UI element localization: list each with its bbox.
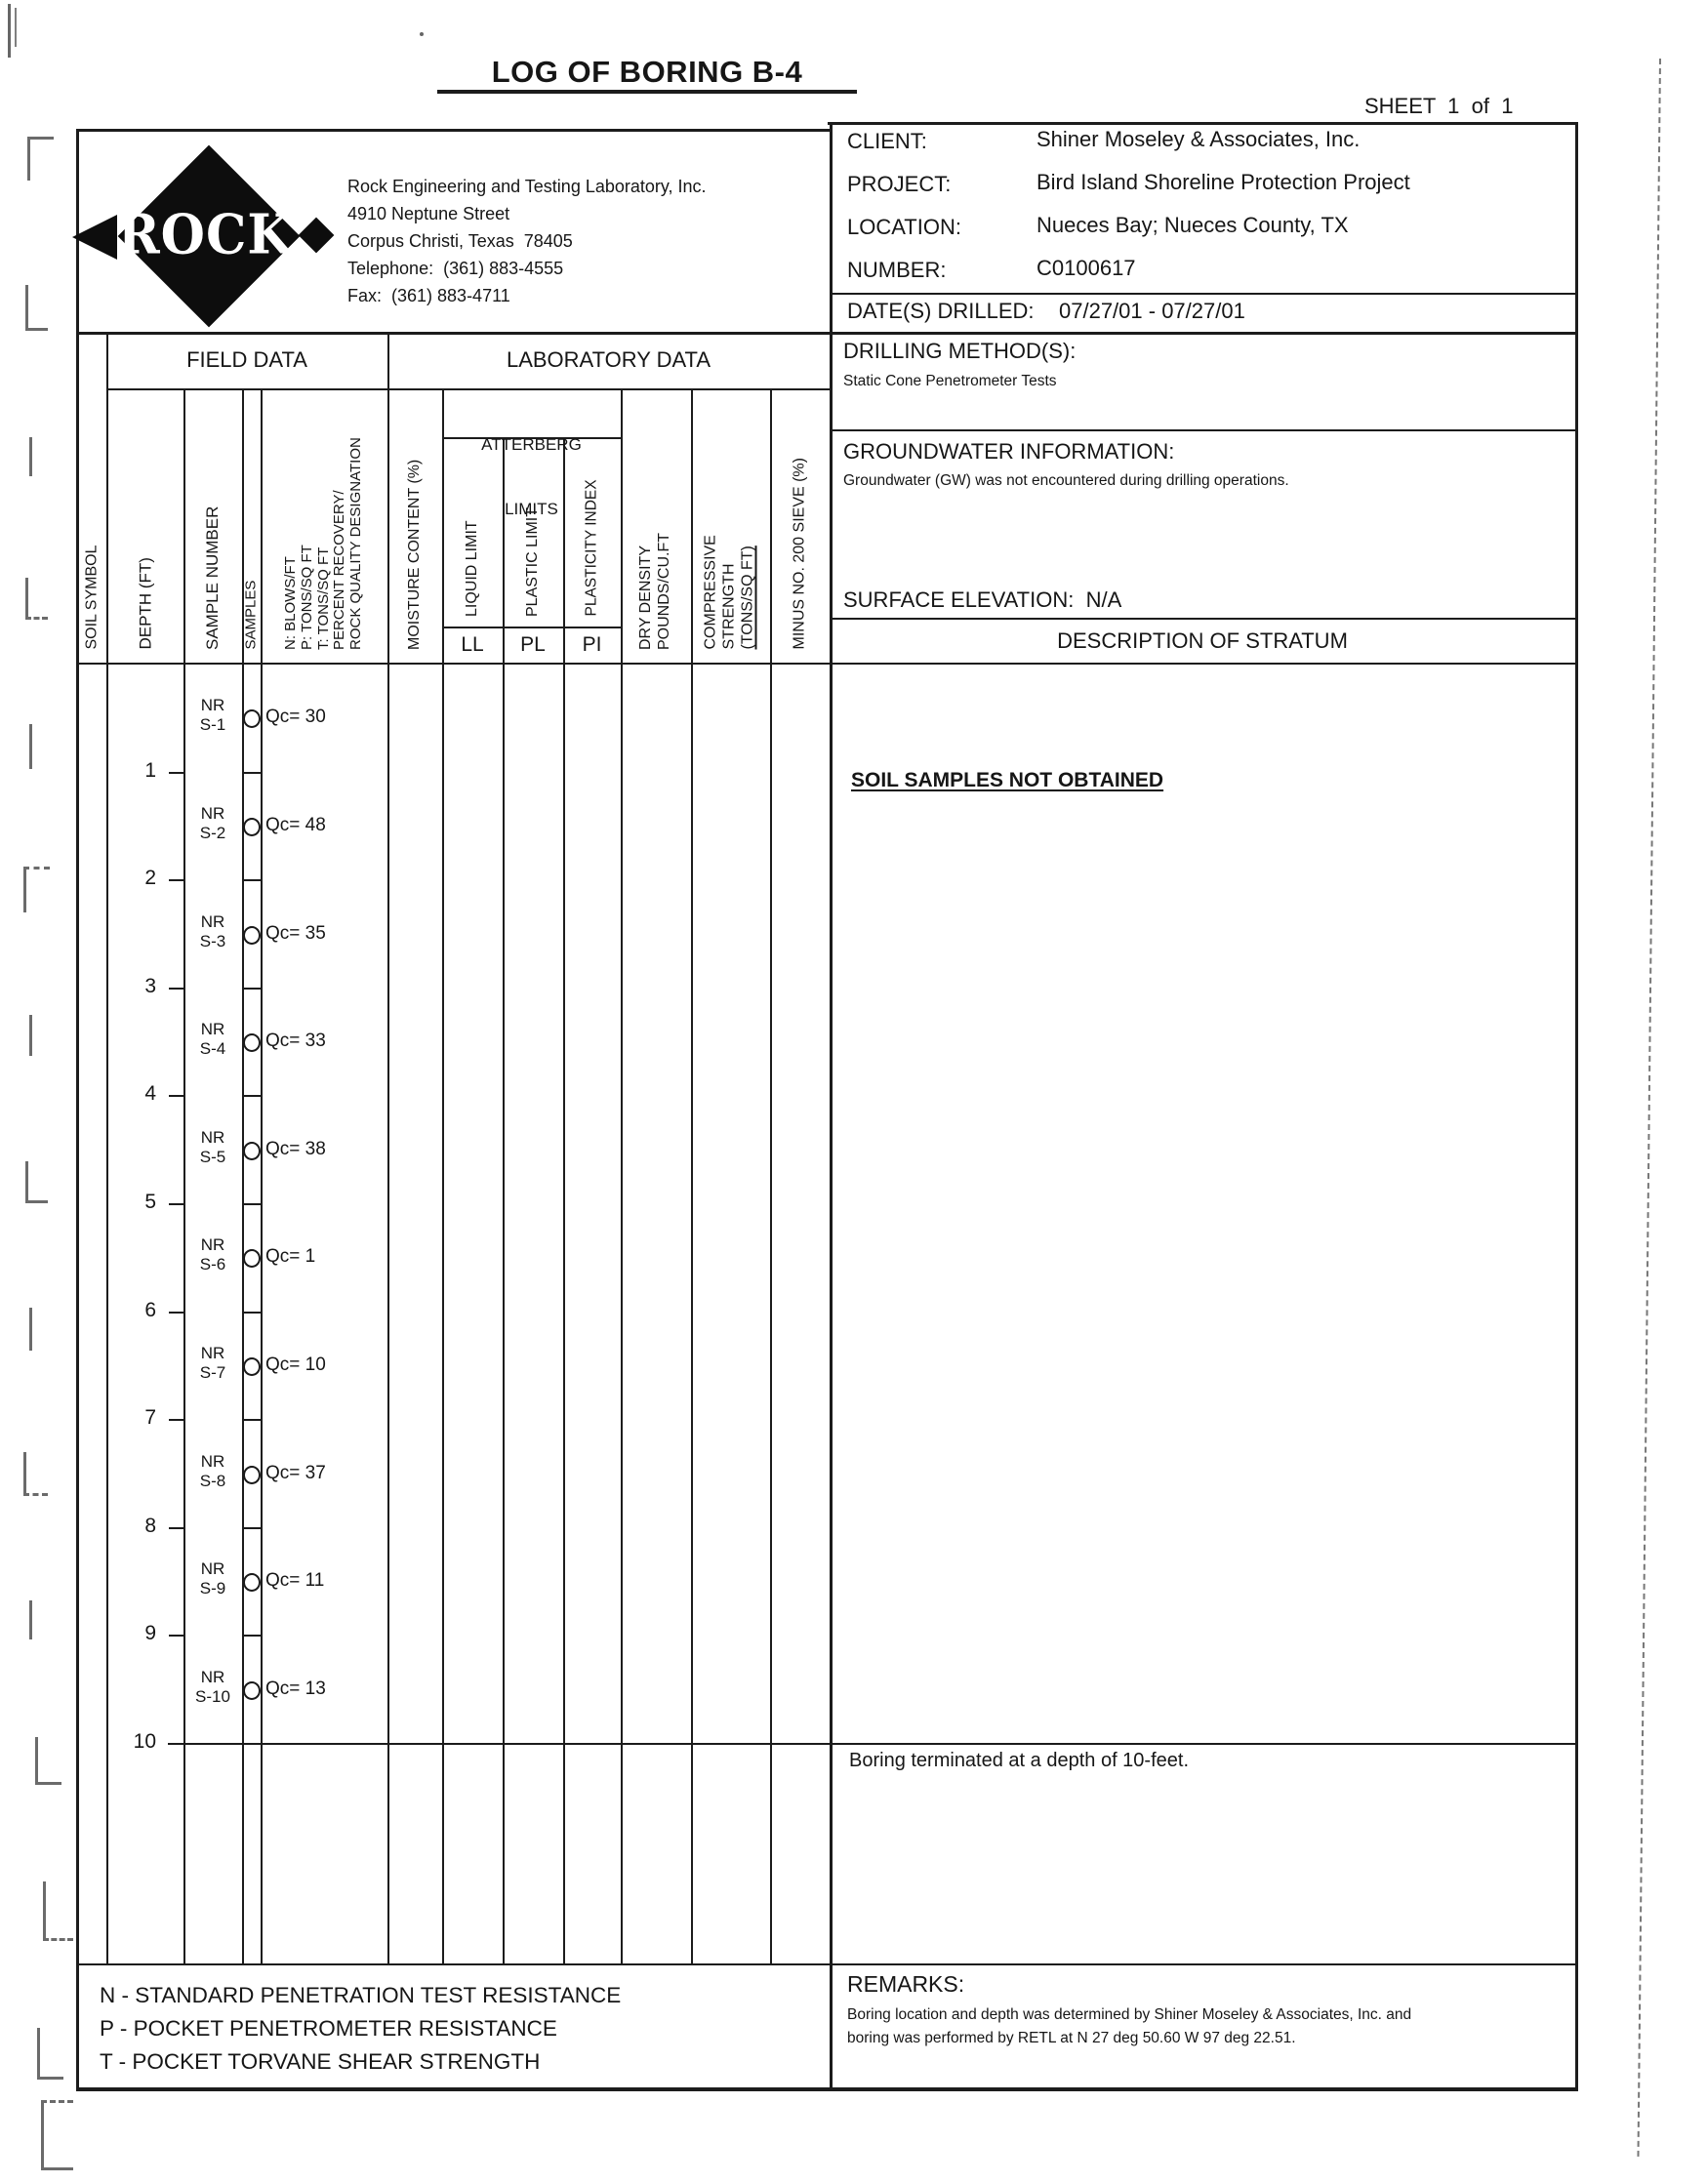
sample-flag: NR bbox=[200, 1559, 225, 1579]
sample-qc-value: Qc= 38 bbox=[265, 1138, 326, 1159]
col-header-pi: PI bbox=[582, 632, 602, 656]
col-header-soil-symbol: SOIL SYMBOL bbox=[83, 545, 100, 650]
company-fax: Fax: (361) 883-4711 bbox=[347, 286, 510, 305]
depth-tick bbox=[169, 1095, 183, 1097]
company-address-line1: 4910 Neptune Street bbox=[347, 204, 510, 223]
remarks-label: REMARKS: bbox=[847, 1971, 965, 1997]
sample-id: S-6 bbox=[199, 1255, 226, 1274]
sampler-circle-icon bbox=[243, 1249, 261, 1268]
sample-flag: NR bbox=[200, 1020, 225, 1039]
sample-qc-value: Qc= 13 bbox=[265, 1678, 326, 1699]
col-header-dry-density: DRY DENSITY POUNDS/CU.FT bbox=[637, 533, 672, 650]
sample-qc-value: Qc= 37 bbox=[265, 1462, 326, 1483]
depth-tick bbox=[169, 1312, 183, 1314]
sampler-circle-icon bbox=[243, 1681, 261, 1700]
sampler-circle-icon bbox=[243, 1142, 261, 1160]
sample-flag: NR bbox=[200, 803, 225, 823]
sample-id: S-1 bbox=[199, 715, 226, 735]
groundwater-label: GROUNDWATER INFORMATION: bbox=[843, 439, 1175, 464]
col-header-plastic-limit: PLASTIC LIMIT bbox=[524, 506, 541, 617]
depth-tick bbox=[169, 1527, 183, 1529]
sample-flag: NR bbox=[200, 1235, 225, 1255]
col-header-sample-number: SAMPLE NUMBER bbox=[203, 506, 222, 650]
sample-qc-value: Qc= 35 bbox=[265, 922, 326, 944]
number-label: NUMBER: bbox=[847, 258, 947, 282]
col-header-minus200: MINUS NO. 200 SIEVE (%) bbox=[791, 458, 807, 650]
col-header-pl: PL bbox=[520, 632, 546, 656]
col-header-compressive: COMPRESSIVE STRENGTH (TONS/SQ FT) bbox=[702, 535, 756, 650]
col-header-liquid-limit: LIQUID LIMIT bbox=[464, 520, 480, 617]
sample-id: S-10 bbox=[195, 1686, 230, 1706]
col-header-atterberg: ATTERBERG LIMITS bbox=[481, 435, 582, 519]
depth-label: 7 bbox=[144, 1406, 156, 1430]
sample-id: S-3 bbox=[199, 931, 226, 950]
samples-strip-divider bbox=[242, 879, 261, 881]
depth-label: 6 bbox=[144, 1298, 156, 1321]
sample-id: S-7 bbox=[199, 1362, 226, 1382]
samples-strip-divider bbox=[242, 1527, 261, 1529]
col-header-blows: N: BLOWS/FT P: TONS/SQ FT T: TONS/SQ FT PERCENT RECOVERY/ ROCK QUALITY DESIGNATION bbox=[281, 437, 365, 650]
depth-tick bbox=[169, 1635, 183, 1637]
depth-tick bbox=[169, 1203, 183, 1205]
legend-t: T - POCKET TORVANE SHEAR STRENGTH bbox=[100, 2049, 541, 2074]
remarks-line1: Boring location and depth was determined by Shiner Moseley & Associates, Inc. and bbox=[847, 2006, 1412, 2023]
sample-id: S-2 bbox=[199, 823, 226, 842]
sample-qc-value: Qc= 10 bbox=[265, 1354, 326, 1375]
depth-label: 5 bbox=[144, 1191, 156, 1213]
col-header-samples: SAMPLES bbox=[242, 580, 260, 650]
depth-label: 9 bbox=[144, 1622, 156, 1645]
sample-id: S-9 bbox=[199, 1579, 226, 1598]
samples-strip-divider bbox=[242, 988, 261, 990]
samples-strip-divider bbox=[242, 1743, 261, 1745]
boring-terminated-note: Boring terminated at a depth of 10-feet. bbox=[849, 1750, 1189, 1771]
field-data-header: FIELD DATA bbox=[186, 347, 307, 373]
sampler-circle-icon bbox=[243, 1573, 261, 1592]
depth-label: 4 bbox=[144, 1082, 156, 1106]
depth-tick bbox=[169, 772, 183, 774]
remarks-line2: boring was performed by RETL at N 27 deg 50.60 W 97 deg 22.51. bbox=[847, 2030, 1296, 2046]
sample-qc-value: Qc= 1 bbox=[265, 1246, 316, 1268]
sample-qc-value: Qc= 33 bbox=[265, 1031, 326, 1052]
dates-drilled-label: DATE(S) DRILLED: bbox=[847, 299, 1035, 323]
depth-label: 2 bbox=[144, 867, 156, 890]
client-label: CLIENT: bbox=[847, 129, 927, 153]
laboratory-data-header: LABORATORY DATA bbox=[506, 347, 711, 373]
sampler-circle-icon bbox=[243, 1357, 261, 1376]
client-value: Shiner Moseley & Associates, Inc. bbox=[1036, 127, 1361, 151]
location-value: Nueces Bay; Nueces County, TX bbox=[1036, 213, 1349, 237]
col-header-plasticity-index: PLASTICITY INDEX bbox=[583, 479, 599, 617]
sample-id: S-4 bbox=[199, 1039, 226, 1059]
samples-strip-divider bbox=[242, 1635, 261, 1637]
samples-strip-divider bbox=[242, 1419, 261, 1421]
sampler-circle-icon bbox=[243, 926, 261, 945]
surface-elevation: SURFACE ELEVATION: N/A bbox=[843, 587, 1122, 612]
sample-qc-value: Qc= 11 bbox=[265, 1570, 325, 1592]
sample-qc-value: Qc= 48 bbox=[265, 814, 326, 835]
groundwater-value: Groundwater (GW) was not encountered during drilling operations. bbox=[843, 472, 1289, 489]
sampler-circle-icon bbox=[243, 818, 261, 836]
sample-id: S-8 bbox=[199, 1471, 226, 1490]
sampler-circle-icon bbox=[243, 1033, 261, 1052]
sample-flag: NR bbox=[200, 696, 225, 715]
depth-label: 1 bbox=[144, 758, 156, 782]
sample-qc-value: Qc= 30 bbox=[265, 707, 326, 728]
sample-flag: NR bbox=[200, 1343, 225, 1362]
samples-strip-divider bbox=[242, 1095, 261, 1097]
depth-tick bbox=[169, 1419, 183, 1421]
sampler-circle-icon bbox=[243, 1466, 261, 1484]
logo-wordmark: ROCK bbox=[117, 202, 293, 267]
col-header-depth: DEPTH (FT) bbox=[136, 557, 154, 650]
project-label: PROJECT: bbox=[847, 172, 952, 196]
depth-tick bbox=[169, 1743, 183, 1745]
samples-strip-divider bbox=[242, 772, 261, 774]
sample-flag: NR bbox=[200, 1127, 225, 1147]
drilling-method-label: DRILLING METHOD(S): bbox=[843, 339, 1077, 363]
sheet-label: SHEET 1 of 1 bbox=[1364, 94, 1514, 118]
sample-id: S-5 bbox=[199, 1147, 226, 1166]
depth-tick bbox=[169, 988, 183, 990]
sample-flag: NR bbox=[200, 1451, 225, 1471]
legend-p: P - POCKET PENETROMETER RESISTANCE bbox=[100, 2016, 557, 2041]
number-value: C0100617 bbox=[1036, 256, 1136, 280]
samples-strip-divider bbox=[242, 1203, 261, 1205]
depth-label: 10 bbox=[133, 1730, 156, 1753]
dates-drilled-value: 07/27/01 - 07/27/01 bbox=[1059, 299, 1245, 323]
soil-samples-note: SOIL SAMPLES NOT OBTAINED bbox=[851, 769, 1164, 791]
drilling-method-value: Static Cone Penetrometer Tests bbox=[843, 373, 1057, 389]
project-value: Bird Island Shoreline Protection Project bbox=[1036, 170, 1410, 194]
company-name: Rock Engineering and Testing Laboratory, Inc. bbox=[347, 177, 707, 196]
location-label: LOCATION: bbox=[847, 215, 961, 239]
description-of-stratum-header: DESCRIPTION OF STRATUM bbox=[1057, 628, 1348, 654]
sample-flag: NR bbox=[200, 1667, 225, 1686]
samples-strip-divider bbox=[242, 1312, 261, 1314]
legend-n: N - STANDARD PENETRATION TEST RESISTANCE bbox=[100, 1983, 622, 2007]
depth-tick bbox=[169, 879, 183, 881]
sampler-circle-icon bbox=[243, 709, 261, 728]
col-header-ll: LL bbox=[461, 632, 484, 656]
depth-label: 3 bbox=[144, 974, 156, 997]
company-phone: Telephone: (361) 883-4555 bbox=[347, 259, 564, 278]
depth-label: 8 bbox=[144, 1514, 156, 1537]
page-title: LOG OF BORING B-4 bbox=[491, 55, 803, 89]
sample-flag: NR bbox=[200, 911, 225, 931]
company-address-line2: Corpus Christi, Texas 78405 bbox=[347, 231, 573, 251]
col-header-moisture: MOISTURE CONTENT (%) bbox=[406, 459, 423, 650]
